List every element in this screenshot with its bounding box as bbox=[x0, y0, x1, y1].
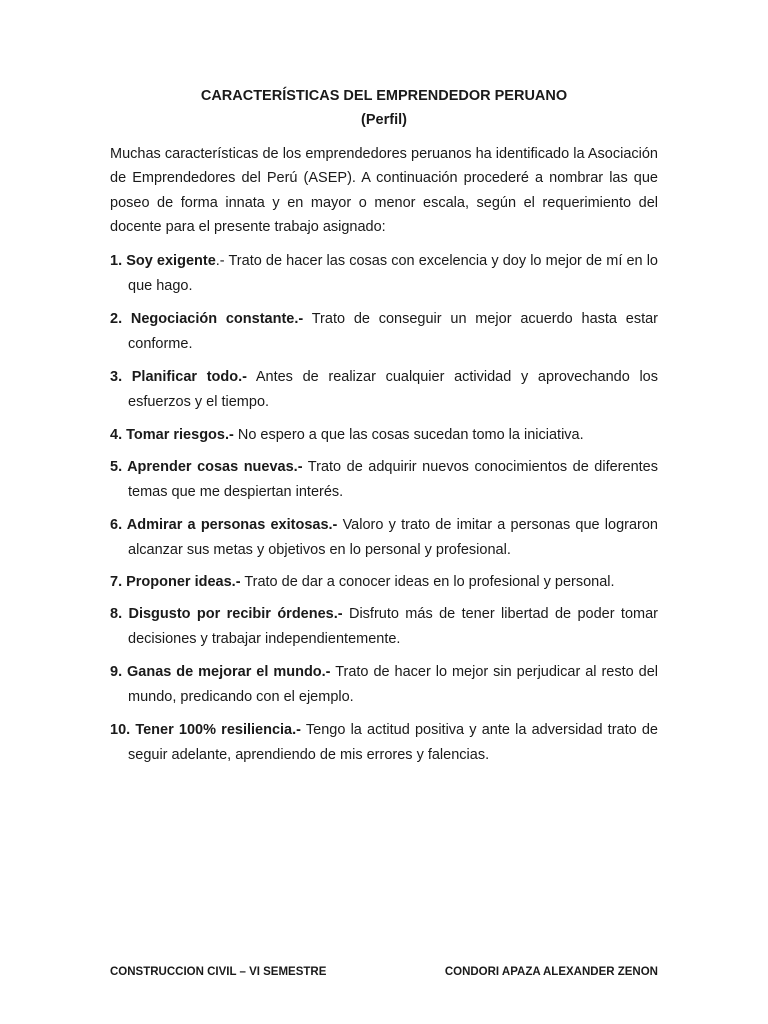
item-text: .- Trato de hacer las cosas con excelencia y doy lo mejor de mí en lo que hago. bbox=[128, 253, 658, 294]
item-label: 7. Proponer ideas.- bbox=[110, 574, 241, 590]
item-text: Tengo la actitud positiva y ante la adversidad trato de seguir adelante, aprendiendo de mis errores y falencias. bbox=[128, 722, 658, 763]
item-text: Trato de conseguir un mejor acuerdo hasta estar conforme. bbox=[128, 311, 658, 352]
intro-paragraph: Muchas características de los emprendedores peruanos ha identificado la Asociación de Emprendedores del Perú (ASEP). A continuación procederé a nombrar las que poseo de forma innata y en mayor o menor escala, según el requerimiento del docente para el presente trabajo asignado: bbox=[110, 146, 658, 235]
item-text: Trato de adquirir nuevos conocimientos de diferentes temas que me despiertan interés. bbox=[128, 459, 658, 500]
document-subtitle: (Perfil) bbox=[361, 112, 407, 128]
item-label: 2. Negociación constante.- bbox=[110, 311, 304, 327]
footer-author: CONDORI APAZA ALEXANDER ZENON bbox=[444, 966, 658, 978]
item-text: Trato de dar a conocer ideas en lo profesional y personal. bbox=[240, 574, 615, 590]
list-item-7 bbox=[110, 570, 658, 595]
item-label: 3. Planificar todo.- bbox=[110, 369, 247, 385]
list-item-3 bbox=[110, 365, 658, 414]
item-label: 10. Tener 100% resiliencia.- bbox=[110, 722, 301, 738]
item-label: 9. Ganas de mejorar el mundo.- bbox=[110, 664, 331, 680]
list-item-4 bbox=[110, 423, 658, 448]
item-label: 8. Disgusto por recibir órdenes.- bbox=[110, 606, 343, 622]
item-text: Disfruto más de tener libertad de poder tomar decisiones y trabajar independientemente. bbox=[128, 606, 658, 647]
item-text: Valoro y trato de imitar a personas que lograron alcanzar sus metas y objetivos en lo personal y profesional. bbox=[128, 517, 658, 558]
item-label: 6. Admirar a personas exitosas.- bbox=[110, 517, 338, 533]
list-item-10 bbox=[110, 718, 658, 767]
list-item-6 bbox=[110, 513, 658, 562]
item-text: Trato de hacer lo mejor sin perjudicar al resto del mundo, predicando con el ejemplo. bbox=[128, 664, 658, 705]
list-item-9 bbox=[110, 660, 658, 709]
list-item-1 bbox=[110, 249, 658, 298]
item-label: 4. Tomar riesgos.- bbox=[110, 427, 234, 443]
list-item-2 bbox=[110, 307, 658, 356]
document-title: CARACTERÍSTICAS DEL EMPRENDEDOR PERUANO bbox=[200, 88, 568, 104]
item-label: 5. Aprender cosas nuevas.- bbox=[110, 459, 303, 475]
item-text: Antes de realizar cualquier actividad y aprovechando los esfuerzos y el tiempo. bbox=[128, 369, 658, 410]
list-item-8 bbox=[110, 602, 658, 651]
list-item-5 bbox=[110, 455, 658, 504]
item-label: 1. Soy exigente bbox=[110, 253, 216, 269]
footer-course: CONSTRUCCION CIVIL – VI SEMESTRE bbox=[110, 966, 327, 978]
item-text: No espero a que las cosas sucedan tomo la iniciativa. bbox=[233, 427, 584, 443]
